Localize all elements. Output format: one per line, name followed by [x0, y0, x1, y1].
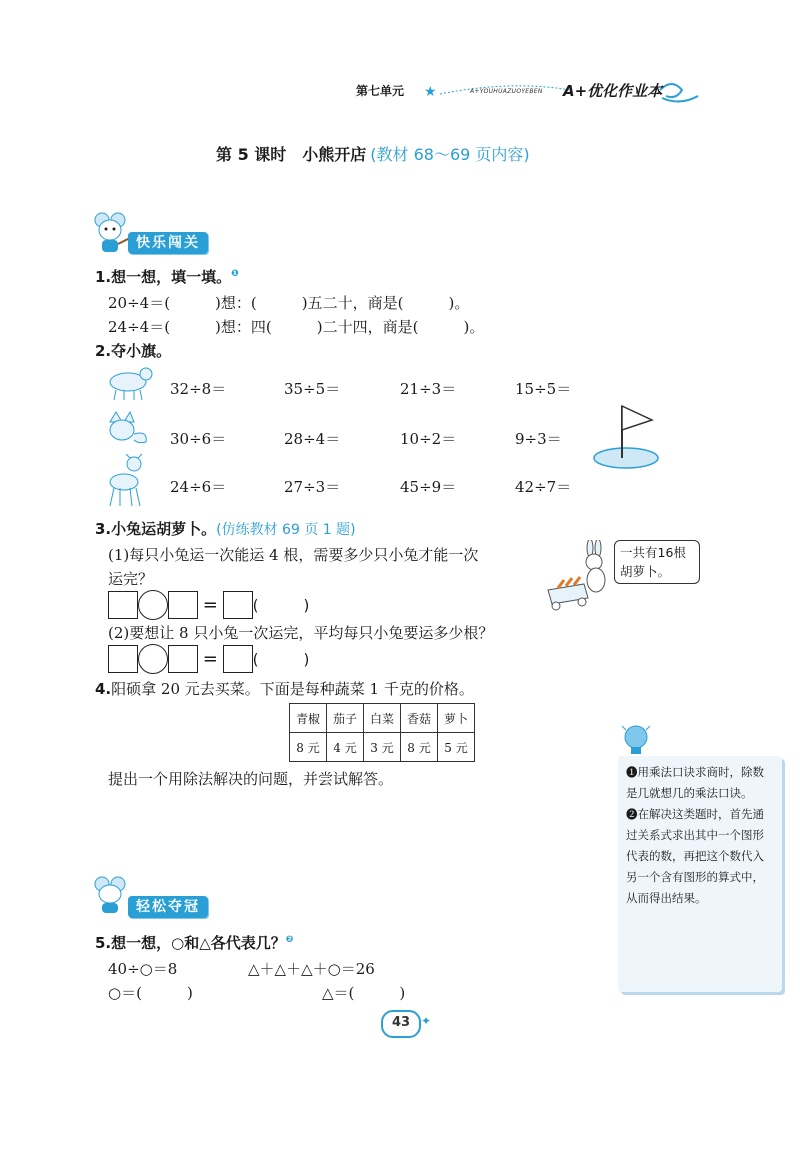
brand-subtitle: A+YOUHUAZUOYEBEN: [470, 88, 543, 95]
q4-title-text: 阳硕拿 20 元去买菜。下面是每种蔬菜 1 千克的价格。: [111, 680, 474, 698]
unit-blank[interactable]: ( ): [252, 650, 310, 669]
table-cell: 5 元: [438, 733, 475, 762]
tip-paragraph-1: ❶用乘法口诀求商时，除数是几就想几的乘法口诀。: [626, 765, 764, 800]
lesson-source: (教材 68～69 页内容): [370, 145, 530, 164]
q4-prompt: 提出一个用除法解决的问题，并尝试解答。: [108, 770, 394, 788]
q2-item: 30÷6＝: [170, 430, 227, 448]
equals-sign: =: [202, 648, 218, 670]
table-cell: 3 元: [364, 733, 401, 762]
table-cell: 萝卜: [438, 704, 475, 733]
answer-box[interactable]: [168, 591, 198, 619]
q5-equation-2: △＋△＋△＋○＝26: [248, 960, 375, 978]
q5-answer-triangle[interactable]: △＝( ): [322, 984, 406, 1002]
q1-title: [95, 266, 239, 287]
note-mark-2: ❷: [285, 935, 294, 945]
fox-icon: [104, 408, 152, 446]
q2-item: 32÷8＝: [170, 380, 227, 398]
q3-title-text: 3.小兔运胡萝卜。: [95, 520, 217, 538]
table-row: [290, 733, 475, 762]
q2-item: 10÷2＝: [400, 430, 457, 448]
table-cell: 青椒: [290, 704, 327, 733]
equals-sign: =: [202, 594, 218, 616]
answer-box[interactable]: [108, 645, 138, 673]
swirl-icon: [660, 84, 682, 97]
table-row: [290, 704, 475, 733]
deer-icon: [104, 454, 152, 510]
q2-item: 24÷6＝: [170, 478, 227, 496]
star-icon: ✦: [421, 1014, 432, 1028]
table-cell: 4 元: [327, 733, 364, 762]
q2-item: 28÷4＝: [284, 430, 341, 448]
answer-box[interactable]: [223, 591, 253, 619]
tip-paragraph-2: ❷在解决这类题时，首先通过关系式求出其中一个图形代表的数，再把这个数代入另一个含有图形的算式中，从而得出结果。: [626, 807, 764, 905]
q4-title-num: 4.: [95, 680, 112, 698]
rabbit-cart-icon: [540, 540, 620, 612]
q3-part1-line1: (1)每只小兔运一次能运 4 根，需要多少只小兔才能一次: [108, 546, 479, 564]
q2-item: 45÷9＝: [400, 478, 457, 496]
unit-label: 第七单元: [356, 84, 405, 98]
q2-item: 21÷3＝: [400, 380, 457, 398]
q2-item: 9÷3＝: [515, 430, 562, 448]
section-badge-1: 快乐闯关: [128, 232, 208, 254]
goat-icon: [104, 362, 156, 402]
q3-reference: (仿练教材 69 页 1 题): [216, 522, 356, 538]
mouse-teacher-icon: [88, 208, 132, 256]
q3-title: [95, 518, 356, 539]
q1-line-1: 20÷4＝( )想：( )五二十，商是( )。: [108, 294, 470, 312]
table-cell: 香菇: [401, 704, 438, 733]
speech-bubble: 一共有16根胡萝卜。: [614, 540, 700, 584]
price-table: [289, 703, 475, 762]
section-badge-2: 轻松夺冠: [128, 896, 208, 918]
table-cell: 茄子: [327, 704, 364, 733]
q4-title: [95, 678, 474, 699]
q3-equation-2: [108, 644, 309, 674]
flag-icon: [590, 402, 660, 470]
q1-title-text: 1.想一想，填一填。: [95, 268, 232, 286]
q5-title: [95, 932, 293, 953]
note-mark-1: ❶: [231, 269, 239, 279]
q2-title: 2.夺小旗。: [95, 342, 172, 360]
page-number: 43: [381, 1010, 421, 1038]
operator-circle[interactable]: [138, 644, 168, 674]
table-cell: 白菜: [364, 704, 401, 733]
star-icon: ★: [424, 84, 437, 100]
q5-equation-1: 40÷○＝8: [108, 960, 178, 978]
lightbulb-icon: [618, 722, 654, 758]
q5-answer-circle[interactable]: ○＝( ): [108, 984, 193, 1002]
q3-part1-line2: 运完？: [108, 570, 154, 588]
q2-item: 15÷5＝: [515, 380, 572, 398]
table-cell: 8 元: [401, 733, 438, 762]
answer-box[interactable]: [223, 645, 253, 673]
answer-box[interactable]: [108, 591, 138, 619]
q2-item: 42÷7＝: [515, 478, 572, 496]
q3-equation-1: [108, 590, 309, 620]
q2-item: 35÷5＝: [284, 380, 341, 398]
unit-blank[interactable]: ( ): [252, 596, 310, 615]
lesson-title: [216, 142, 530, 165]
q5-title-text: 5.想一想，○和△各代表几？: [95, 934, 286, 952]
q2-item: 27÷3＝: [284, 478, 341, 496]
q1-line-2: 24÷4＝( )想：四( )二十四，商是( )。: [108, 318, 485, 336]
mouse-runner-icon: [88, 874, 132, 918]
lesson-title-text: 第 5 课时 小熊开店: [216, 145, 367, 164]
tip-box: [618, 756, 782, 992]
brand-title: A+优化作业本: [563, 82, 663, 100]
answer-box[interactable]: [168, 645, 198, 673]
q3-part2: (2)要想让 8 只小兔一次运完，平均每只小兔要运多少根？: [108, 624, 494, 642]
table-cell: 8 元: [290, 733, 327, 762]
operator-circle[interactable]: [138, 590, 168, 620]
